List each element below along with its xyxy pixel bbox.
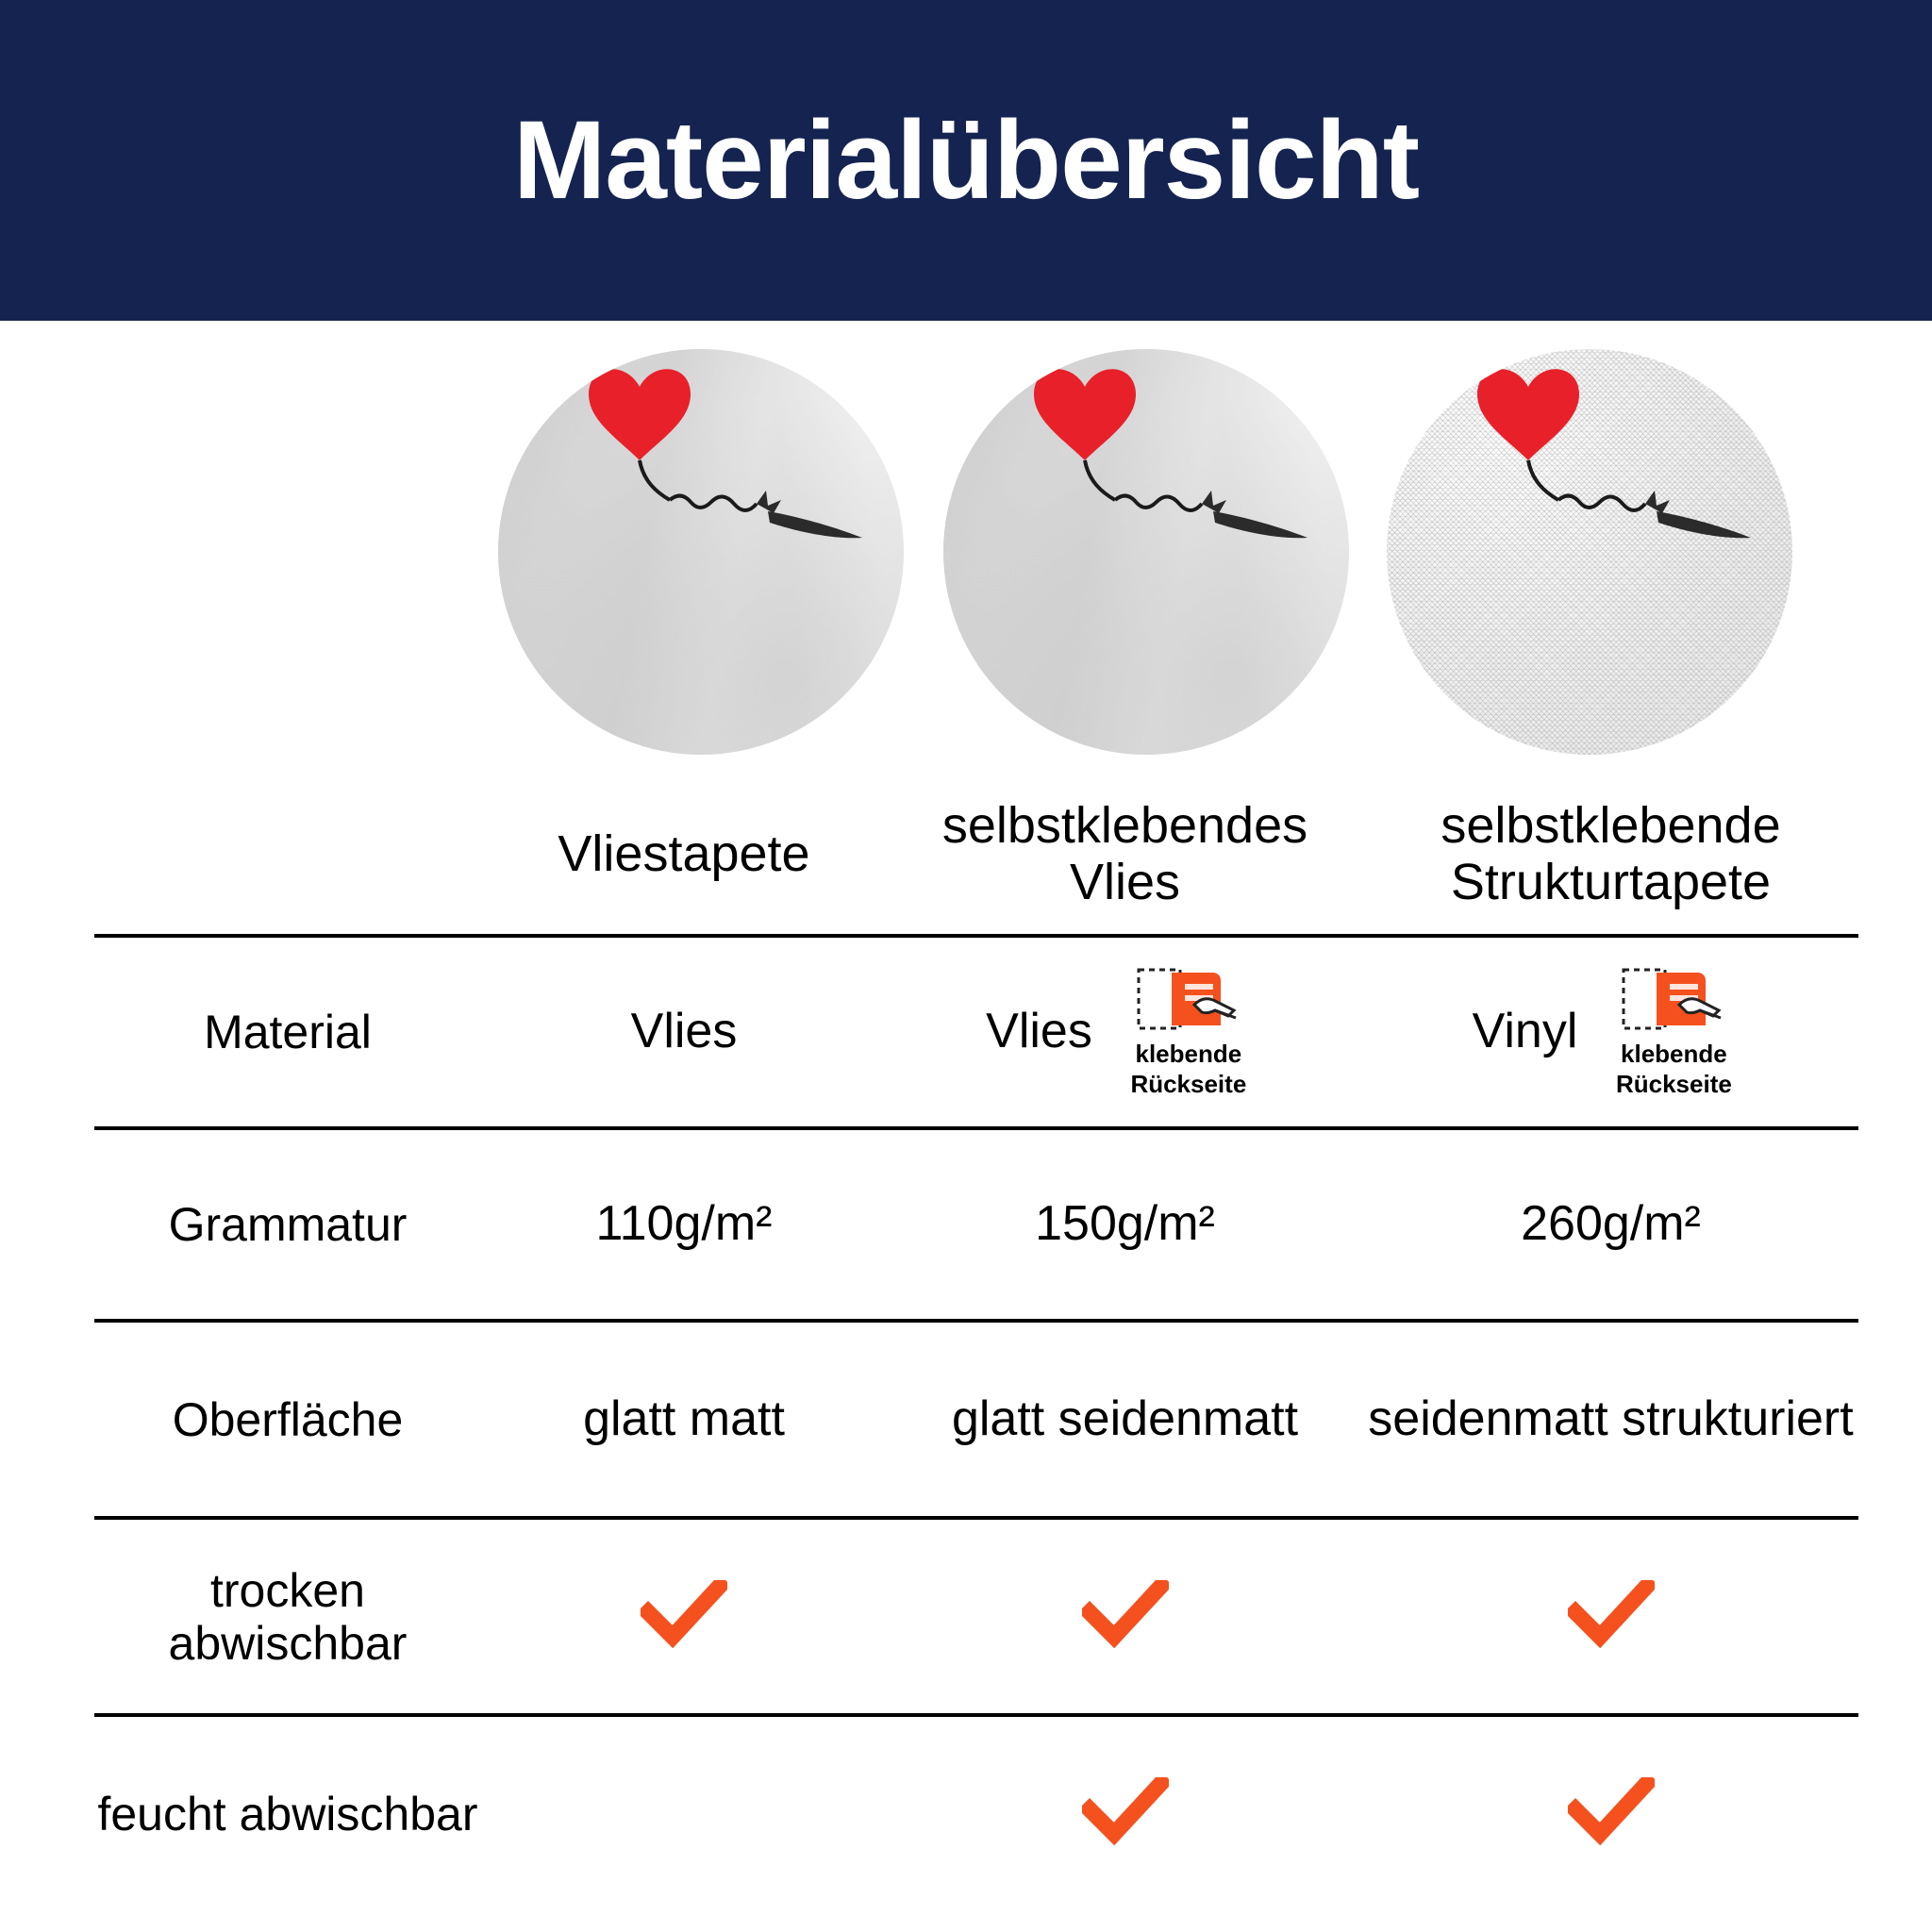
heart-balloon-artwork bbox=[943, 349, 1349, 755]
row-label-material: Material bbox=[94, 936, 481, 1128]
badge-line-1: klebende bbox=[1621, 1039, 1727, 1068]
adhesive-back-icon bbox=[1621, 967, 1726, 1037]
selbstklebende-strukturtapete-swatch bbox=[1387, 349, 1792, 755]
heart-balloon-artwork bbox=[1387, 349, 1792, 755]
badge-line-2: Rückseite bbox=[1130, 1070, 1247, 1098]
table-row-oberflaeche bbox=[94, 1321, 1858, 1518]
checkmark-icon bbox=[1082, 1777, 1169, 1845]
cell-trocken-selbstklebendes-vlies bbox=[887, 1518, 1363, 1715]
row-label-grammatur: Grammatur bbox=[94, 1128, 481, 1321]
checkmark-icon bbox=[1082, 1580, 1169, 1648]
cell-feucht-selbstklebende-strukturtapete bbox=[1363, 1715, 1858, 1910]
material-comparison-table bbox=[94, 774, 1858, 1910]
adhesive-back-icon bbox=[1136, 967, 1241, 1037]
cell-value: Vlies bbox=[986, 1004, 1092, 1059]
cell-oberflaeche-selbstklebende-strukturtapete: seidenmatt strukturiert bbox=[1363, 1321, 1858, 1518]
table-row-material bbox=[94, 936, 1858, 1128]
cell-value: Vlies bbox=[630, 1004, 738, 1059]
swatch-row bbox=[0, 340, 1932, 774]
heart-balloon-artwork bbox=[498, 349, 904, 755]
cell-grammatur-vliestapete: 110g/m² bbox=[481, 1128, 887, 1321]
page-header bbox=[0, 0, 1932, 321]
adhesive-back-badge bbox=[1598, 967, 1749, 1097]
vliestapete-swatch bbox=[498, 349, 904, 755]
adhesive-back-badge bbox=[1113, 967, 1264, 1097]
cell-trocken-vliestapete bbox=[481, 1518, 887, 1715]
selbstklebendes-vlies-swatch bbox=[943, 349, 1349, 755]
cell-material-selbstklebende-strukturtapete bbox=[1363, 936, 1858, 1128]
header-cell-selbstklebendes-vlies: selbstklebendes Vlies bbox=[887, 774, 1363, 936]
cell-value: Vinyl bbox=[1472, 1004, 1578, 1059]
page-title: Materialübersicht bbox=[512, 98, 1420, 223]
cell-feucht-selbstklebendes-vlies bbox=[887, 1715, 1363, 1910]
header-cell-vliestapete: Vliestapete bbox=[481, 774, 887, 936]
badge-line-1: klebende bbox=[1135, 1039, 1242, 1068]
cell-oberflaeche-vliestapete: glatt matt bbox=[481, 1321, 887, 1518]
table-row-trocken-abwischbar bbox=[94, 1518, 1858, 1715]
table-row-feucht-abwischbar bbox=[94, 1715, 1858, 1910]
cell-material-vliestapete bbox=[481, 936, 887, 1128]
cell-grammatur-selbstklebende-strukturtapete: 260g/m² bbox=[1363, 1128, 1858, 1321]
header-cell-selbstklebende-strukturtapete: selbstklebende Strukturtapete bbox=[1363, 774, 1858, 936]
row-label-feucht-abwischbar: feucht abwischbar bbox=[97, 1787, 478, 1840]
cell-feucht-vliestapete bbox=[481, 1715, 887, 1910]
header-cell-empty bbox=[94, 774, 481, 936]
badge-line-2: Rückseite bbox=[1615, 1070, 1732, 1098]
table-header-row bbox=[94, 774, 1858, 936]
cell-material-selbstklebendes-vlies bbox=[887, 936, 1363, 1128]
row-label-trocken-abwischbar: trocken abwischbar bbox=[94, 1518, 481, 1715]
checkmark-icon bbox=[641, 1580, 727, 1648]
row-label-oberflaeche: Oberfläche bbox=[94, 1321, 481, 1518]
cell-oberflaeche-selbstklebendes-vlies: glatt seidenmatt bbox=[887, 1321, 1363, 1518]
table-row-grammatur bbox=[94, 1128, 1858, 1321]
checkmark-icon bbox=[1568, 1777, 1655, 1845]
cell-grammatur-selbstklebendes-vlies: 150g/m² bbox=[887, 1128, 1363, 1321]
checkmark-icon bbox=[1568, 1580, 1655, 1648]
cell-trocken-selbstklebende-strukturtapete bbox=[1363, 1518, 1858, 1715]
